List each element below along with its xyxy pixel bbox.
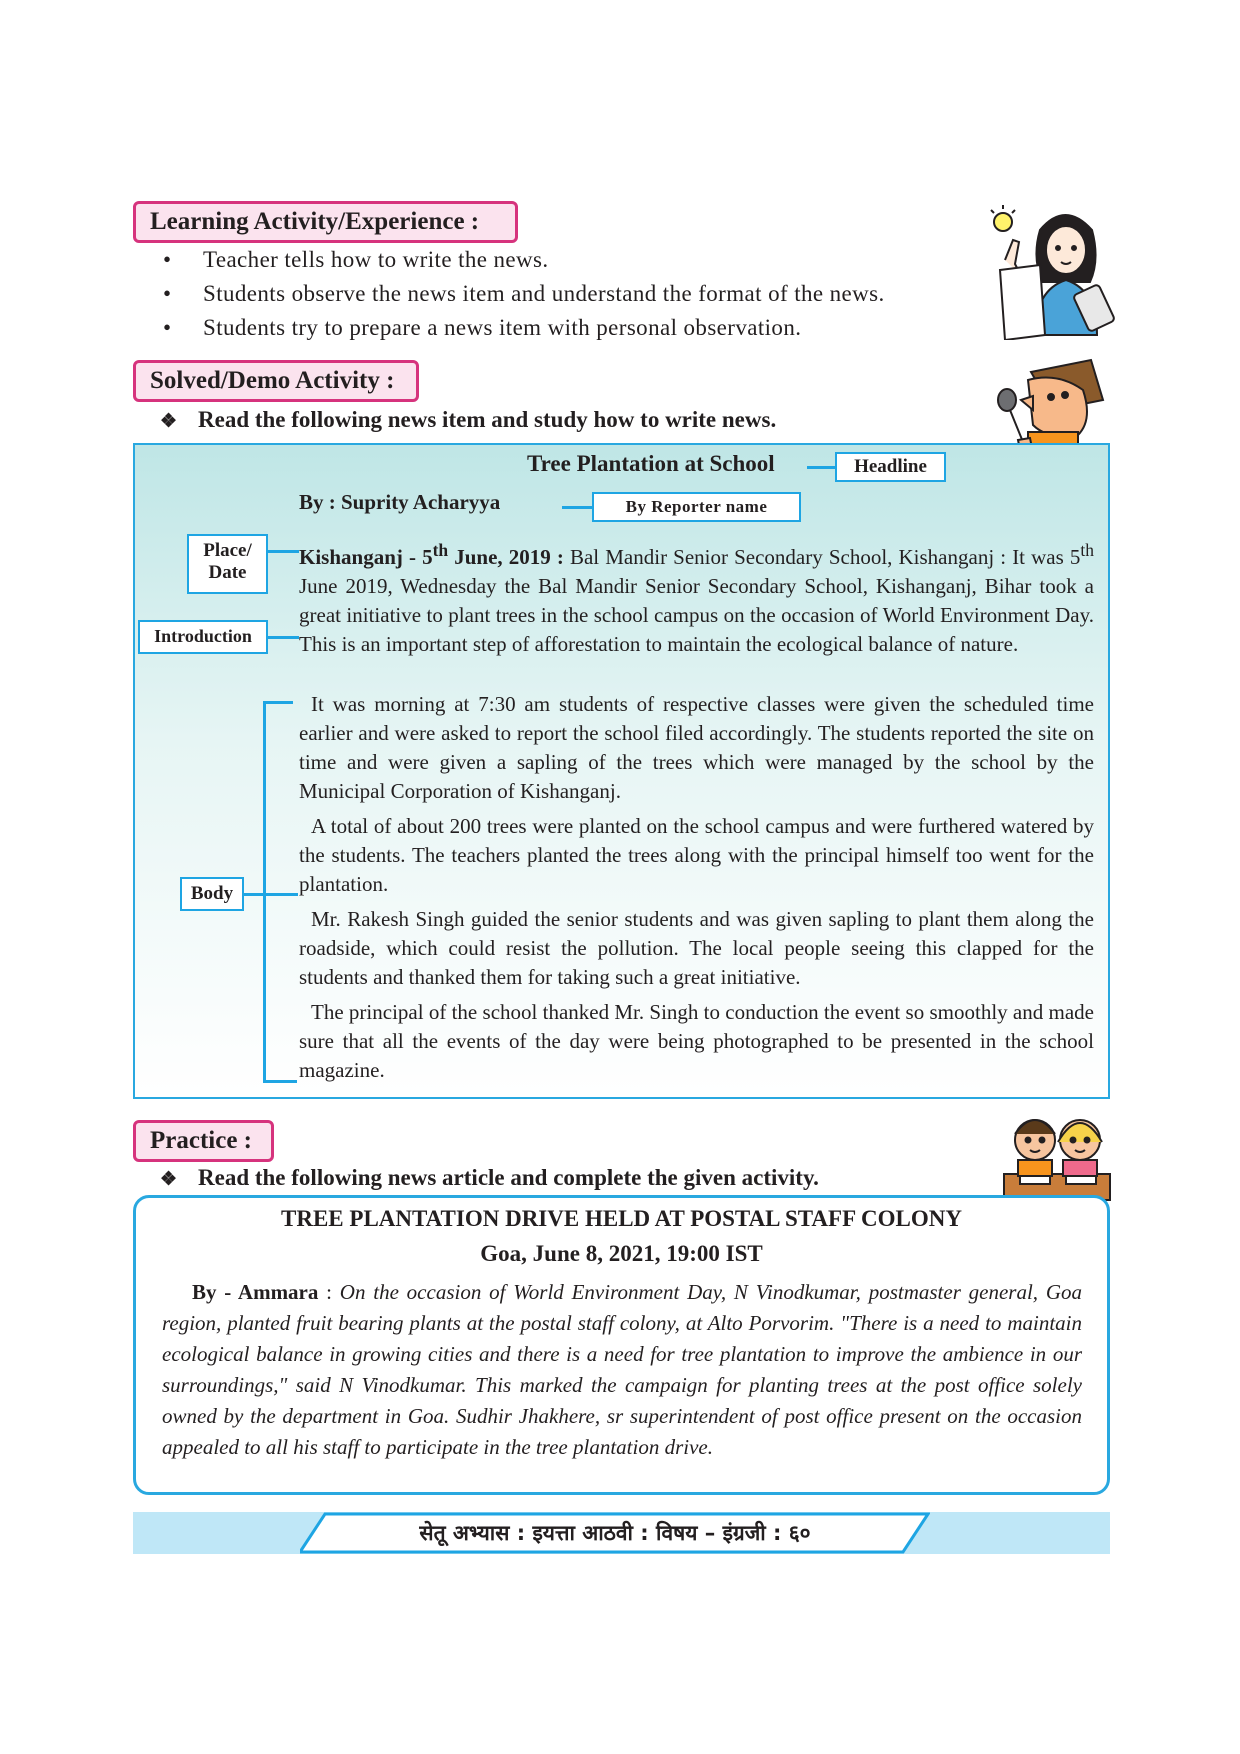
footer-text: सेतू अभ्यास : इयत्ता आठवी : विषय – इंग्रजी : ६० bbox=[419, 1521, 811, 1545]
introduction-connector bbox=[268, 636, 299, 639]
reporter-connector bbox=[562, 506, 592, 509]
practice-byline: By - Ammara bbox=[192, 1280, 319, 1304]
students-illustration bbox=[1000, 1112, 1115, 1204]
introduction-tag: Introduction bbox=[138, 620, 268, 654]
body-bracket-bottom bbox=[263, 1080, 297, 1083]
body-paragraph-3: Mr. Rakesh Singh guided the senior students and was given sapling to plant them along the roadside, which could resist the pollution. The local people seeing this clapped for the students and thanked them for taking such a great initiative. bbox=[299, 907, 1094, 989]
place-date-tag bbox=[187, 534, 268, 594]
learning-heading: Learning Activity/Experience : bbox=[133, 201, 518, 243]
body-paragraph-2: A total of about 200 trees were planted on the school campus and were furthered watered by the students. The teachers planted the trees along with the principal himself too went for the plantation. bbox=[299, 814, 1094, 896]
solved-heading: Solved/Demo Activity : bbox=[133, 360, 419, 402]
bullet-text: Students observe the news item and understand the format of the news. bbox=[203, 281, 885, 306]
bullet-text: Teacher tells how to write the news. bbox=[203, 247, 549, 272]
body-paragraph-1: It was morning at 7:30 am students of respective classes were given the scheduled time earlier and were asked to report the school filed accordingly. The students reported the site on time and were given a sapling of the trees which were managed by the school by the Municipal Corporation of Kishanganj. bbox=[299, 692, 1094, 803]
body-bracket-vertical bbox=[263, 701, 266, 1082]
practice-article-title: TREE PLANTATION DRIVE HELD AT POSTAL STAFF COLONY bbox=[281, 1206, 962, 1231]
practice-instruction bbox=[160, 1165, 819, 1191]
body-paragraph-4: The principal of the school thanked Mr. Singh to conduction the event so smoothly and made sure that all the events of the day were being photographed to be presented in the school magazine. bbox=[299, 1000, 1094, 1082]
body-bracket-top bbox=[263, 701, 293, 704]
solved-instruction bbox=[160, 407, 776, 433]
body-tag: Body bbox=[180, 877, 244, 911]
date-label: Date bbox=[208, 562, 247, 583]
teacher-girl-illustration bbox=[985, 200, 1115, 340]
place-label: Place/ bbox=[203, 540, 252, 561]
intro-paragraph: Kishanganj - 5th June, 2019 : Bal Mandir Senior Secondary School, Kishanganj : It was 5th June 2019, Wednesday the Bal Mandir Senior Secondary School, Kishanganj, Bihar took a great initiative to plant trees in the school campus on the occasion of World Environment Day. This is an important step of afforestation to maintain the ecological balance of nature. bbox=[299, 540, 1094, 656]
body-connector bbox=[242, 893, 298, 896]
place-date-text: Kishanganj - 5th June, 2019 : bbox=[299, 540, 564, 569]
practice-heading: Practice : bbox=[133, 1120, 274, 1162]
headline-connector bbox=[807, 466, 837, 469]
learning-bullet-3: • Students try to prepare a news item with personal observation. bbox=[163, 315, 802, 340]
diamond-bullet-icon: ❖ bbox=[160, 411, 178, 432]
learning-bullet-1: • Teacher tells how to write the news. bbox=[163, 247, 549, 272]
news-byline: By : Suprity Acharyya bbox=[299, 490, 501, 514]
practice-article-dateline: Goa, June 8, 2021, 19:00 IST bbox=[480, 1241, 763, 1266]
instruction-text: Read the following news item and study how to write news. bbox=[198, 407, 777, 432]
news-headline: Tree Plantation at School bbox=[527, 451, 775, 476]
practice-article-text: On the occasion of World Environment Day, N Vinodkumar, postmaster general, Goa region, planted fruit bearing plants at the postal staff colony, at Alto Porvorim. "There is a need to maintain ecological balance in growing cities and there is a need for tree plantation to improve the ambience in our surroundings," said N Vinodkumar. This marked the campaign for planting trees at the post office solely owned by the department in Goa. Sudhir Jhakhere, sr superintendent of post office present on the occasion appealed to all his staff to participate in the tree plantation drive. bbox=[162, 1280, 1082, 1459]
learning-bullet-2: • Students observe the news item and understand the format of the news. bbox=[163, 281, 885, 306]
headline-tag: Headline bbox=[835, 452, 946, 482]
bullet-text: Students try to prepare a news item with personal observation. bbox=[203, 315, 802, 340]
practice-article-body: By - Ammara : On the occasion of World Environment Day, N Vinodkumar, postmaster general, Goa region, planted fruit bearing plants at the postal staff colony, at Alto Porvorim. "There is a need to maintain ecological balance in growing cities and there is a need for tree plantation to improve the ambience in our surroundings," said N Vinodkumar. This marked the campaign for planting trees at the post office solely owned by the department in Goa. Sudhir Jhakhere, sr superintendent of post office present on the occasion appealed to all his staff to participate in the tree plantation drive. bbox=[162, 1280, 1082, 1459]
instruction-text: Read the following news article and complete the given activity. bbox=[198, 1165, 819, 1190]
reporter-tag: By Reporter name bbox=[592, 492, 801, 522]
diamond-bullet-icon: ❖ bbox=[160, 1169, 178, 1190]
place-date-connector bbox=[268, 550, 299, 553]
